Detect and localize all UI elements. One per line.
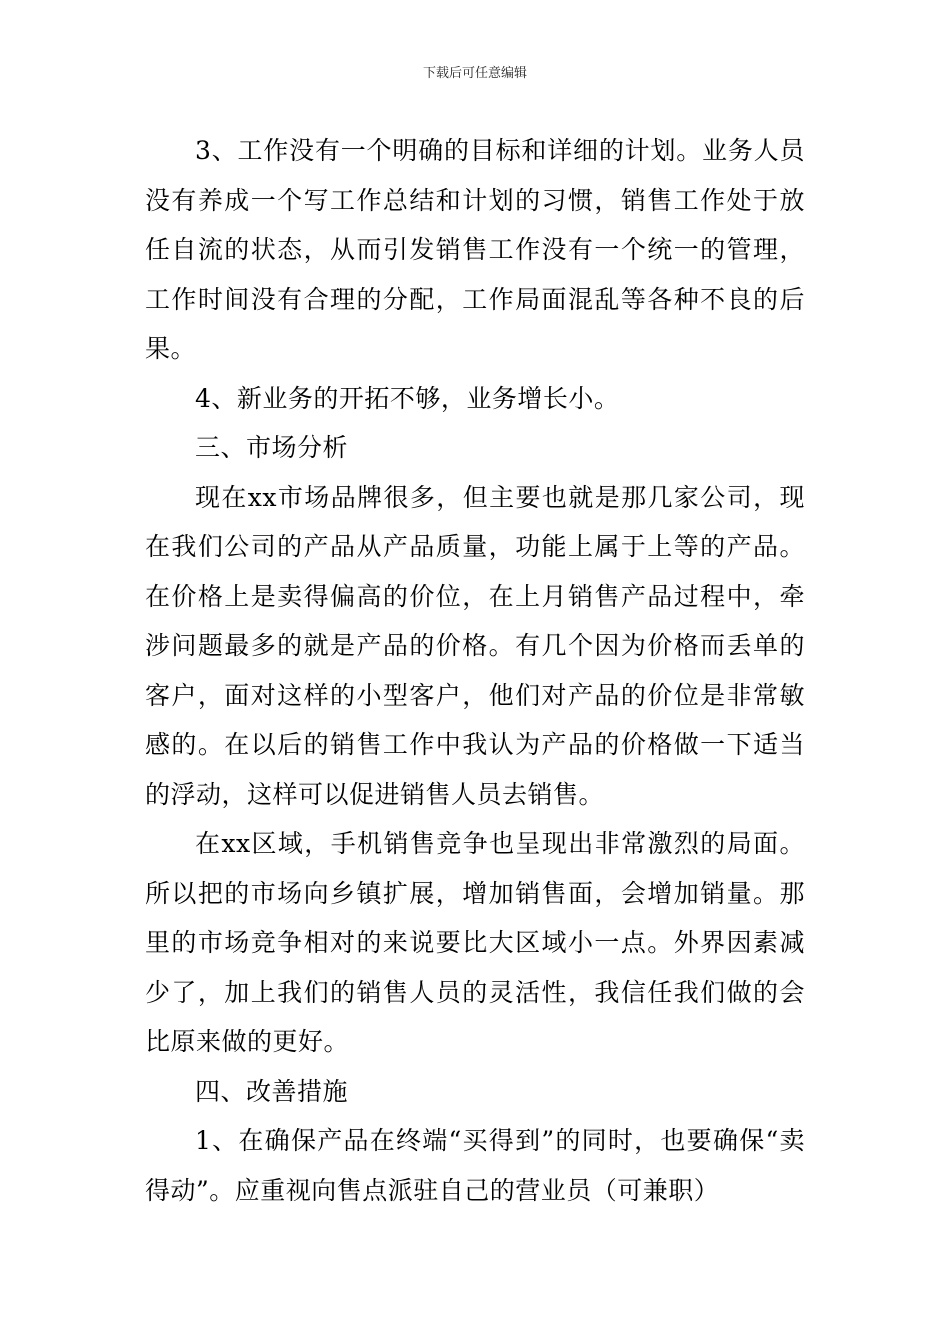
page-header-note: 下载后可任意编辑 (422, 66, 527, 81)
paragraph-item-4-new-business: 4、新业务的开拓不够，业务增长小。 (195, 383, 620, 413)
section-heading-improvement-measures: 四、改善措施 (195, 1076, 349, 1106)
paragraph-measure-1: 1、在确保产品在终端“买得到”的同时，也要确保“卖得动”。应重视向售点派驻自己的营业员（可兼职） (145, 1126, 805, 1205)
paragraph-regional-competition: 在xx区域，手机销售竞争也呈现出非常激烈的局面。所以把的市场向乡镇扩展，增加销售面，会增加销量。那里的市场竞争相对的来说要比大区域小一点。外界因素减少了，加上我们的销售人员的灵活性，我信任我们做的会比原来做的更好。 (145, 829, 805, 1056)
paragraph-item-3-no-plan: 3、工作没有一个明确的目标和详细的计划。业务人员没有养成一个写工作总结和计划的习惯，销售工作处于放任自流的状态，从而引发销售工作没有一个统一的管理，工作时间没有合理的分配，工作局面混乱等各种不良的后果。 (145, 136, 805, 363)
section-heading-market-analysis: 三、市场分析 (195, 433, 349, 462)
document-body (145, 126, 805, 1215)
paragraph-market-brands: 现在xx市场品牌很多，但主要也就是那几家公司，现在我们公司的产品从产品质量，功能上属于上等的产品。在价格上是卖得偏高的价位，在上月销售产品过程中，牵涉问题最多的就是产品的价格。有几个因为价格而丢单的客户，面对这样的小型客户，他们对产品的价位是非常敏感的。在以后的销售工作中我认为产品的价格做一下适当的浮动，这样可以促进销售人员去销售。 (145, 482, 805, 809)
